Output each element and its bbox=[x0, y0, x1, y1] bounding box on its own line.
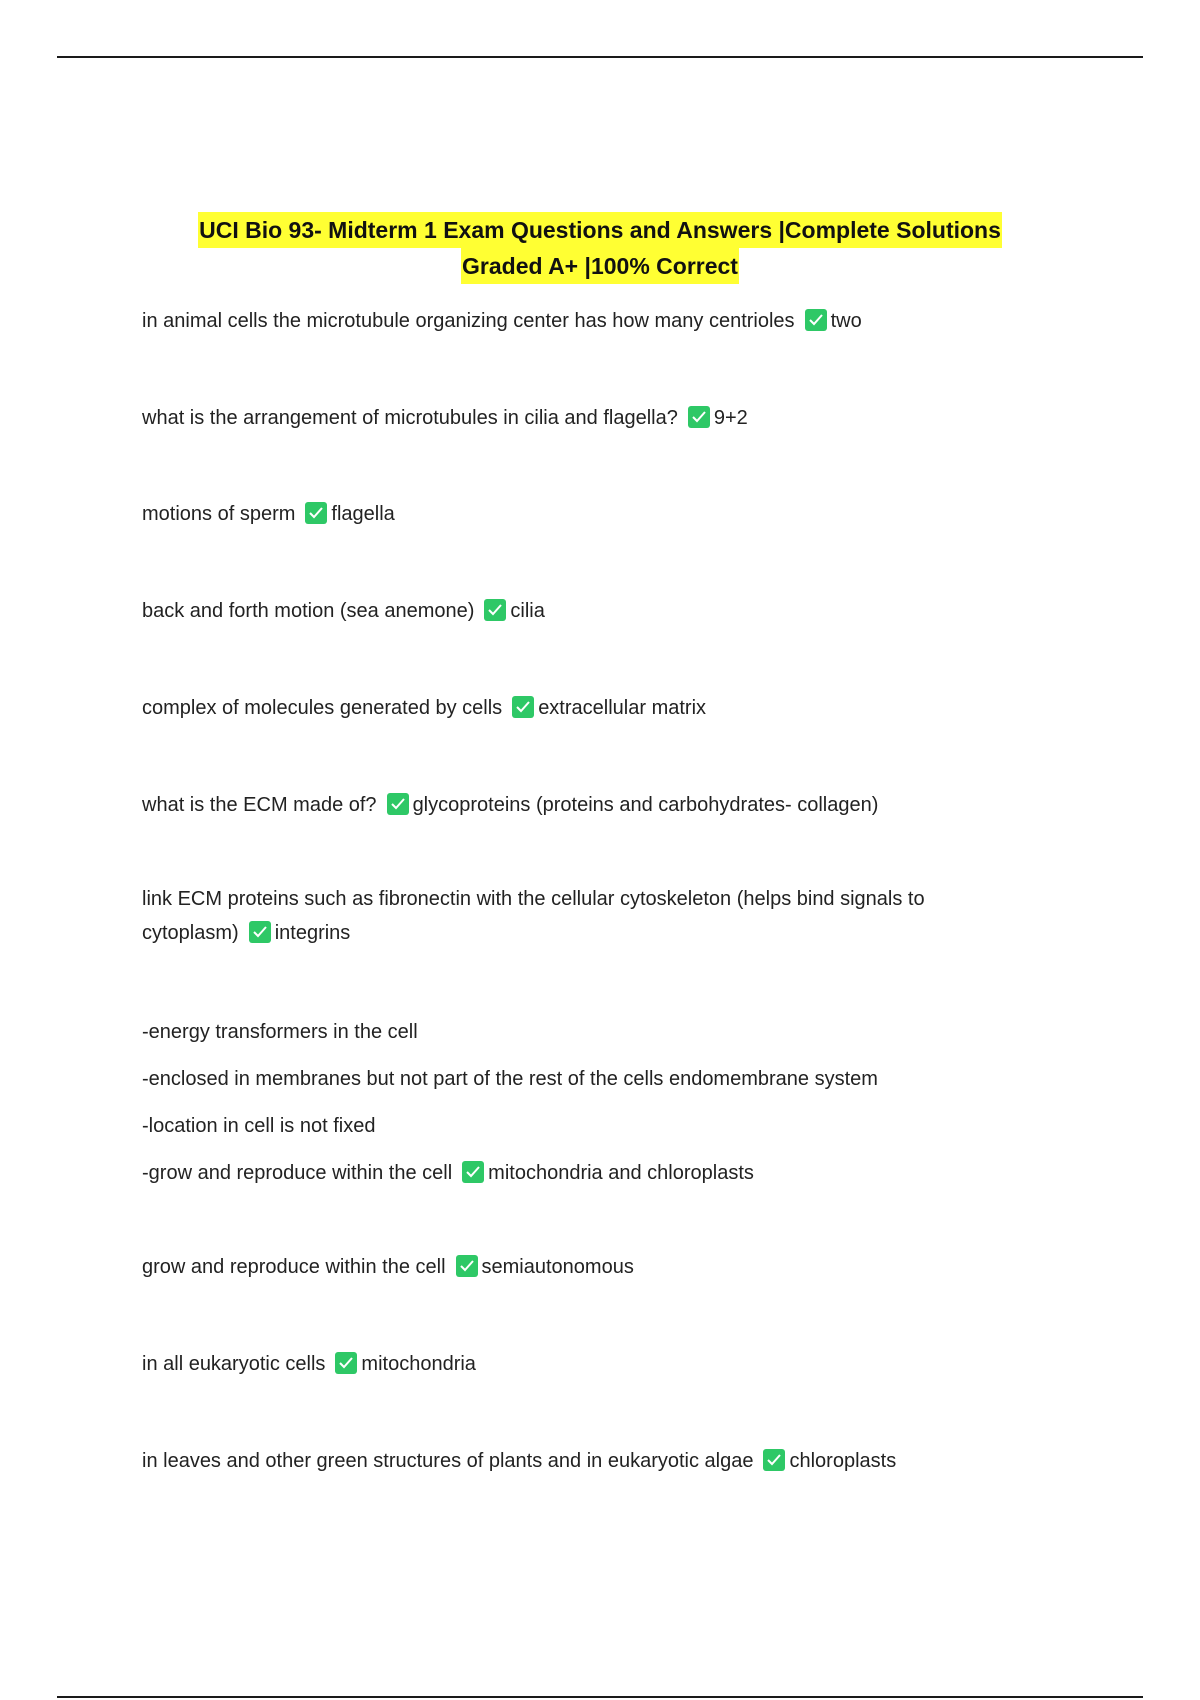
answer-text: chloroplasts bbox=[789, 1450, 897, 1472]
answer-text: mitochondria bbox=[361, 1353, 476, 1375]
check-icon bbox=[305, 502, 327, 524]
question-text: in all eukaryotic cells bbox=[142, 1353, 326, 1375]
question-text-line-2: cytoplasm) bbox=[142, 922, 239, 944]
title-line-1: UCI Bio 93- Midterm 1 Exam Questions and Answers |Complete Solutions bbox=[198, 212, 1002, 248]
question-bullet: -grow and reproduce within the cell bbox=[142, 1162, 453, 1184]
bottom-rule bbox=[57, 1696, 1143, 1698]
answer-text: extracellular matrix bbox=[538, 697, 707, 719]
qa-item bbox=[142, 1444, 1042, 1478]
question-text: complex of molecules generated by cells bbox=[142, 697, 503, 719]
question-text: in leaves and other green structures of plants and in eukaryotic algae bbox=[142, 1450, 754, 1472]
answer-text: glycoproteins (proteins and carbohydrates- collagen) bbox=[412, 794, 879, 816]
answer-text: mitochondria and chloroplasts bbox=[488, 1162, 754, 1184]
question-text: motions of sperm bbox=[142, 503, 296, 525]
question-bullet: -location in cell is not fixed bbox=[142, 1115, 376, 1137]
answer-text: flagella bbox=[331, 503, 395, 525]
answer-text: 9+2 bbox=[713, 407, 748, 429]
qa-item bbox=[142, 691, 1042, 725]
check-icon bbox=[249, 921, 271, 943]
check-icon bbox=[512, 696, 534, 718]
question-text: what is the arrangement of microtubules in cilia and flagella? bbox=[142, 407, 678, 429]
answer-text: two bbox=[830, 310, 862, 332]
check-icon bbox=[335, 1352, 357, 1374]
question-text: back and forth motion (sea anemone) bbox=[142, 600, 475, 622]
check-icon bbox=[462, 1161, 484, 1183]
question-text: in animal cells the microtubule organizing center has how many centrioles bbox=[142, 310, 795, 332]
question-text: what is the ECM made of? bbox=[142, 794, 377, 816]
qa-item bbox=[142, 594, 1042, 628]
check-icon bbox=[456, 1255, 478, 1277]
top-rule bbox=[57, 56, 1143, 58]
check-icon bbox=[763, 1449, 785, 1471]
qa-item bbox=[142, 304, 1042, 338]
document-title bbox=[0, 212, 1200, 284]
question-bullet: -enclosed in membranes but not part of the rest of the cells endomembrane system bbox=[142, 1068, 878, 1090]
check-icon bbox=[387, 793, 409, 815]
answer-text: cilia bbox=[510, 600, 545, 622]
qa-item bbox=[142, 497, 1042, 531]
answer-text: semiautonomous bbox=[481, 1256, 634, 1278]
check-icon bbox=[484, 599, 506, 621]
title-line-2: Graded A+ |100% Correct bbox=[461, 248, 739, 284]
qa-item bbox=[142, 1009, 1042, 1197]
qa-item bbox=[142, 882, 1042, 950]
question-text-line-1: link ECM proteins such as fibronectin with the cellular cytoskeleton (helps bind signals to bbox=[142, 888, 925, 910]
question-bullet: -energy transformers in the cell bbox=[142, 1021, 418, 1043]
check-icon bbox=[688, 406, 710, 428]
qa-item bbox=[142, 401, 1042, 435]
qa-item bbox=[142, 1250, 1042, 1284]
qa-item bbox=[142, 1347, 1042, 1381]
check-icon bbox=[805, 309, 827, 331]
qa-item bbox=[142, 788, 1042, 822]
question-text: grow and reproduce within the cell bbox=[142, 1256, 446, 1278]
answer-text: integrins bbox=[274, 922, 351, 944]
